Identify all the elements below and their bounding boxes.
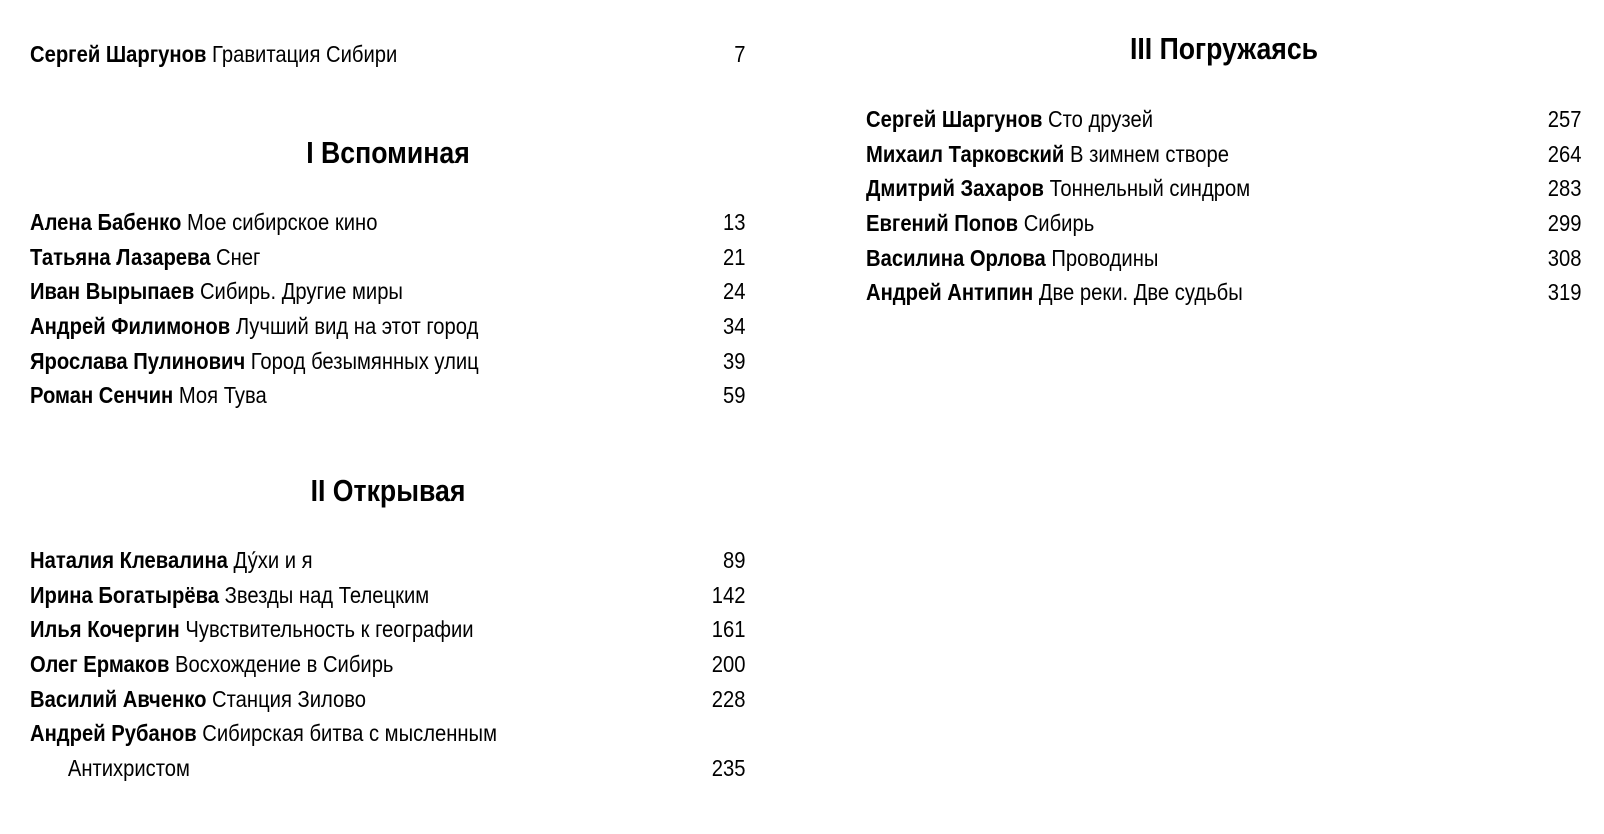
toc-entry[interactable] xyxy=(30,240,746,275)
section-2-entries xyxy=(30,543,862,786)
entry-page-number: 308 xyxy=(1547,244,1582,271)
entry-author: Роман Сенчин xyxy=(30,382,174,409)
toc-entry[interactable] xyxy=(866,171,1582,206)
toc-entry[interactable] xyxy=(30,205,746,240)
entry-title: Лучший вид на этот город xyxy=(235,313,479,340)
entry-page-number: 228 xyxy=(711,685,746,712)
toc-entry[interactable] xyxy=(30,543,746,578)
entry-page-number: 13 xyxy=(723,209,746,235)
section-3-entries xyxy=(866,102,1604,310)
entry-author: Сергей Шаргунов xyxy=(30,41,207,67)
entry-author: Дмитрий Захаров xyxy=(866,175,1044,202)
toc-entry[interactable] xyxy=(866,206,1582,241)
entry-page-number: 235 xyxy=(711,755,746,782)
toc-entry[interactable] xyxy=(30,578,746,613)
entry-page-number: 7 xyxy=(734,41,746,67)
entry-author: Сергей Шаргунов xyxy=(866,106,1043,132)
entry-author: Андрей Рубанов xyxy=(30,720,197,747)
entry-title: Моя Тува xyxy=(178,382,267,409)
section-heading-1: I Вспоминая xyxy=(306,135,470,170)
entry-title: Сибирь. Другие миры xyxy=(199,278,403,305)
entry-author: Василий Авченко xyxy=(30,685,207,712)
entry-page-number: 89 xyxy=(723,547,746,573)
toc-entry[interactable] xyxy=(30,378,746,413)
entry-page-number: 264 xyxy=(1547,140,1582,167)
entry-page-number: 21 xyxy=(723,243,746,270)
entry-page-number: 34 xyxy=(723,313,746,340)
entry-title: Ду́хи и я xyxy=(233,547,313,573)
entry-title: Сто друзей xyxy=(1048,106,1153,132)
entry-title: Мое сибирское кино xyxy=(186,209,378,235)
entry-title: Проводины xyxy=(1051,244,1159,271)
toc-entry[interactable] xyxy=(30,344,746,379)
entry-page-number: 59 xyxy=(723,382,746,409)
entry-title: Гравитация Сибири xyxy=(212,41,398,67)
entry-page-number: 299 xyxy=(1547,210,1582,237)
section-heading-3: III Погружаясь xyxy=(1129,31,1319,66)
toc-entry[interactable] xyxy=(30,37,746,72)
entry-title: Чувствительность к географии xyxy=(185,616,474,643)
entry-author: Наталия Клевалина xyxy=(30,547,228,573)
entry-author: Илья Кочергин xyxy=(30,616,180,643)
entry-author: Михаил Тарковский xyxy=(866,140,1065,167)
entry-page-number: 142 xyxy=(711,581,746,608)
entry-title: В зимнем створе xyxy=(1069,140,1230,167)
entry-page-number: 24 xyxy=(723,278,746,305)
entry-title: Сибирь xyxy=(1023,210,1095,237)
toc-entry[interactable] xyxy=(866,102,1582,137)
toc-entry[interactable] xyxy=(30,647,746,682)
toc-entry[interactable] xyxy=(30,274,746,309)
entry-author: Евгений Попов xyxy=(866,210,1019,237)
entry-author: Василина Орлова xyxy=(866,244,1046,271)
entry-page-number: 257 xyxy=(1547,106,1582,132)
section-heading-2: II Открывая xyxy=(310,473,466,508)
entry-title: Две реки. Две судьбы xyxy=(1038,279,1243,306)
toc-intro xyxy=(30,37,862,72)
toc-entry[interactable] xyxy=(30,716,746,785)
entry-page-number: 200 xyxy=(711,651,746,678)
entry-page-number: 319 xyxy=(1547,279,1582,306)
toc-entry[interactable] xyxy=(30,682,746,717)
entry-title-continuation: Антихристом xyxy=(67,755,190,782)
entry-author: Андрей Антипин xyxy=(866,279,1034,306)
entry-page-number: 283 xyxy=(1547,175,1582,202)
entry-author: Ирина Богатырёва xyxy=(30,581,220,608)
entry-author: Татьяна Лазарева xyxy=(30,243,211,270)
toc-entry[interactable] xyxy=(30,612,746,647)
entry-author: Иван Вырыпаев xyxy=(30,278,195,305)
entry-author: Ярослава Пулинович xyxy=(30,347,246,374)
entry-title: Сибирская битва с мысленным xyxy=(202,720,497,747)
toc-entry[interactable] xyxy=(866,241,1582,276)
entry-title: Снег xyxy=(216,243,261,270)
toc-entry[interactable] xyxy=(866,275,1582,310)
entry-page-number: 39 xyxy=(723,347,746,374)
section-1-entries xyxy=(30,205,862,413)
entry-title: Восхождение в Сибирь xyxy=(175,651,394,678)
entry-author: Олег Ермаков xyxy=(30,651,170,678)
entry-title: Тоннельный синдром xyxy=(1049,175,1251,202)
toc-entry[interactable] xyxy=(30,309,746,344)
entry-title-line xyxy=(30,716,746,751)
toc-entry[interactable] xyxy=(866,137,1582,172)
entry-title: Звезды над Телецким xyxy=(224,581,430,608)
entry-page-number: 161 xyxy=(711,616,746,643)
entry-title: Город безымянных улиц xyxy=(250,347,479,374)
entry-title: Станция Зилово xyxy=(212,685,367,712)
entry-author: Андрей Филимонов xyxy=(30,313,231,340)
entry-author: Алена Бабенко xyxy=(30,209,182,235)
